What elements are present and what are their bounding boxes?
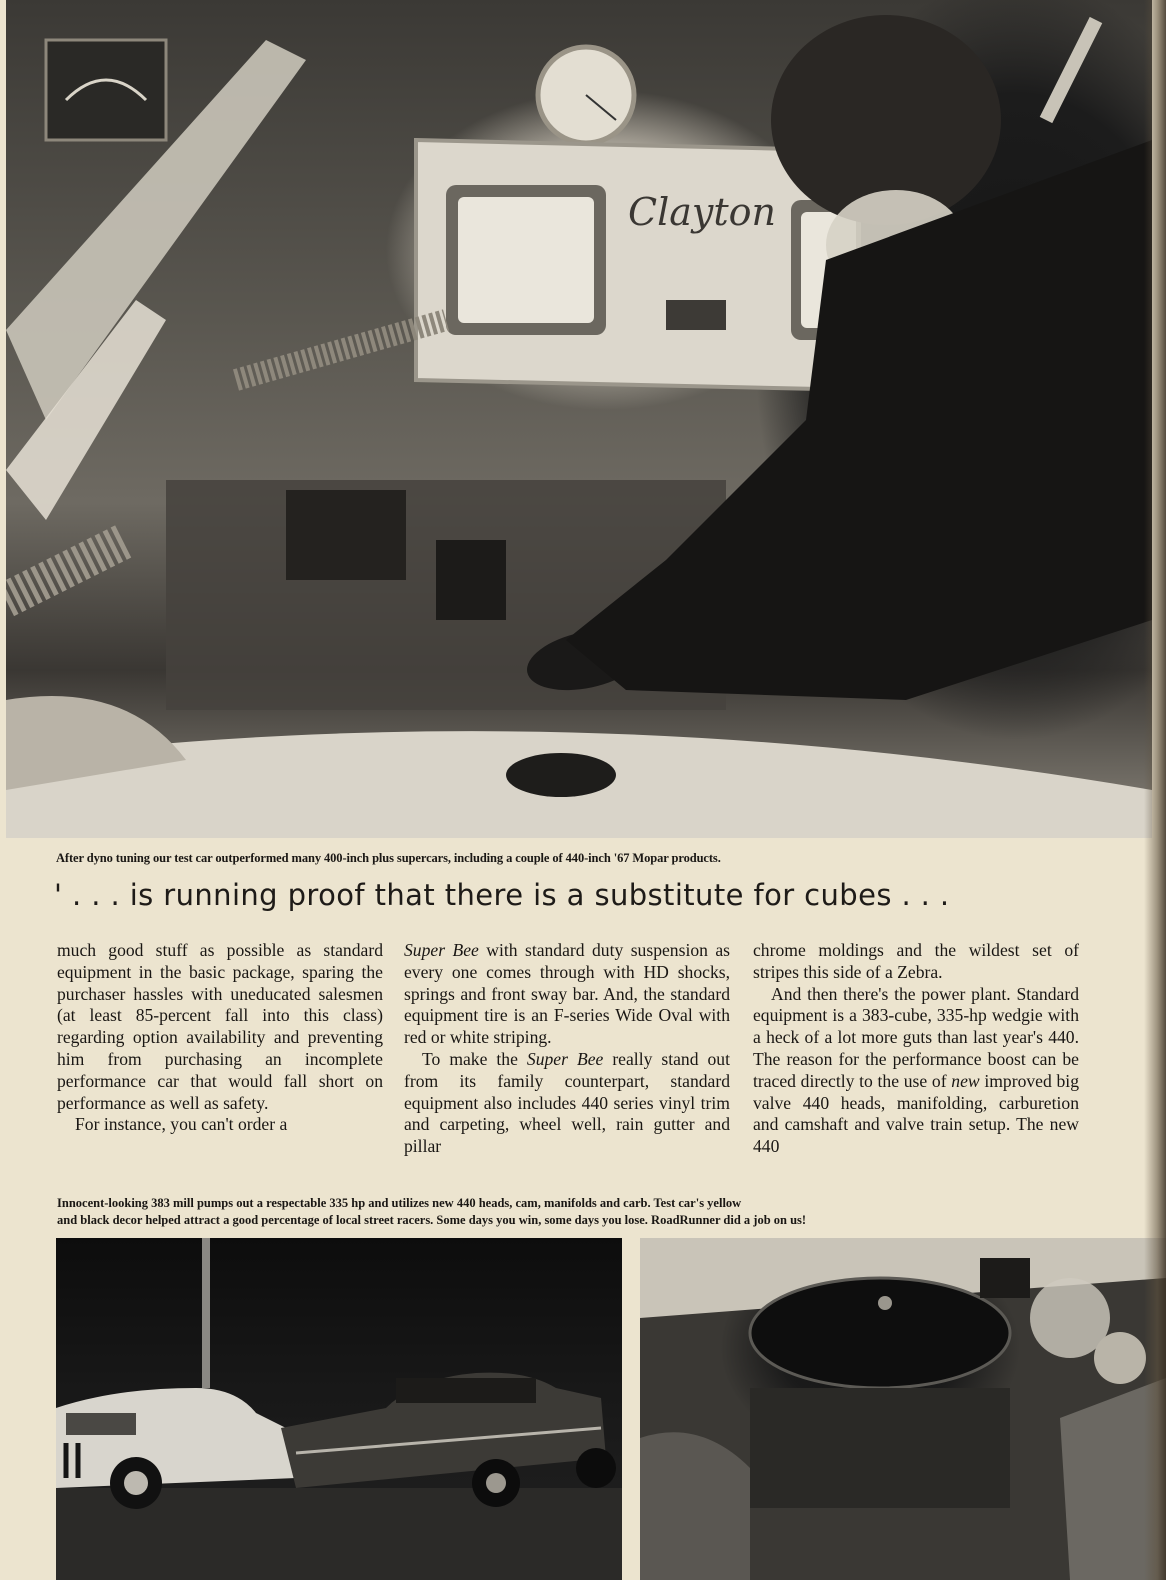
- dyno-photo-art: [6, 0, 1152, 838]
- column-1: [57, 940, 383, 1136]
- light-pole: [202, 1238, 210, 1388]
- emphasis-new: new: [951, 1070, 980, 1091]
- paragraph-text: improved big valve 440 heads, manifolding, carburetion and camshaft and valve train setup. The new 440: [753, 1070, 1079, 1157]
- clayton-sign: Clayton: [628, 190, 776, 234]
- bottom-photos-caption: [57, 1195, 1097, 1229]
- paragraph-text: To make the: [422, 1048, 527, 1069]
- hood-spring-lower: [6, 540, 126, 600]
- column-3: [753, 940, 1079, 1158]
- engine-photo-art: [640, 1238, 1166, 1580]
- top-photo-caption: After dyno tuning our test car outperformed many 400-inch plus supercars, including a couple of 440-inch '67 Mopar products.: [56, 851, 721, 865]
- engine-photo: [640, 1238, 1166, 1580]
- street-race-photo: [56, 1238, 622, 1580]
- emphasis-super-bee: Super Bee: [526, 1048, 604, 1069]
- wall-gauge-left: [46, 40, 166, 140]
- street-race-photo-art: [56, 1238, 622, 1580]
- dyno-photo: [6, 0, 1152, 838]
- paragraph-text: with standard duty suspension as every one comes through with HD shocks, springs and front sway bar. And, the standard equipment tire is an F-series Wide Oval with red or white striping.: [404, 940, 731, 1048]
- paragraph: [404, 940, 730, 1049]
- paragraph: For instance, you can't order a: [75, 1114, 288, 1135]
- paragraph: chrome moldings and the wildest set of stripes this side of a Zebra.: [753, 940, 1079, 982]
- page-binding-shadow: [1144, 0, 1166, 1580]
- paragraph-text: really stand out from its family counterpart, standard equipment also includes 440 series vinyl trim and carpeting, wheel well, rain gutter and pillar: [404, 1048, 730, 1157]
- paragraph: much good stuff as possible as standard equipment in the basic package, sparing the purchaser hassles with uneducated salesmen (at least 85-percent fall into this class) regarding option availability and preventing him from purchasing an incomplete performance car that would fall short on performance as well as safety.: [57, 940, 383, 1113]
- article-body: [0, 940, 1166, 1180]
- paragraph: [753, 984, 1079, 1158]
- paragraph-text: And then there's the power plant. Standard equipment is a 383-cube, 335-hp wedgie with a heck of a lot more guts than last year's 440. The reason for the performance boost can be traced directly to the use of: [753, 983, 1079, 1091]
- engine-block: [750, 1388, 1010, 1508]
- caption-line-2: and black decor helped attract a good percentage of local street racers. Some days you win, some days you lose. RoadRunner did a job on us!: [57, 1213, 807, 1227]
- pull-quote: ' . . . is running proof that there is a substitute for cubes . . .: [54, 878, 950, 912]
- emphasis-super-bee: Super Bee: [404, 940, 479, 960]
- white-car: [56, 1388, 296, 1488]
- column-2: [404, 940, 730, 1158]
- paragraph: [404, 1049, 730, 1158]
- air-cleaner: [750, 1278, 1010, 1388]
- caption-line-1: Innocent-looking 383 mill pumps out a respectable 335 hp and utilizes new 440 heads, cam, manifolds and carb. Test car's yellow: [57, 1196, 742, 1210]
